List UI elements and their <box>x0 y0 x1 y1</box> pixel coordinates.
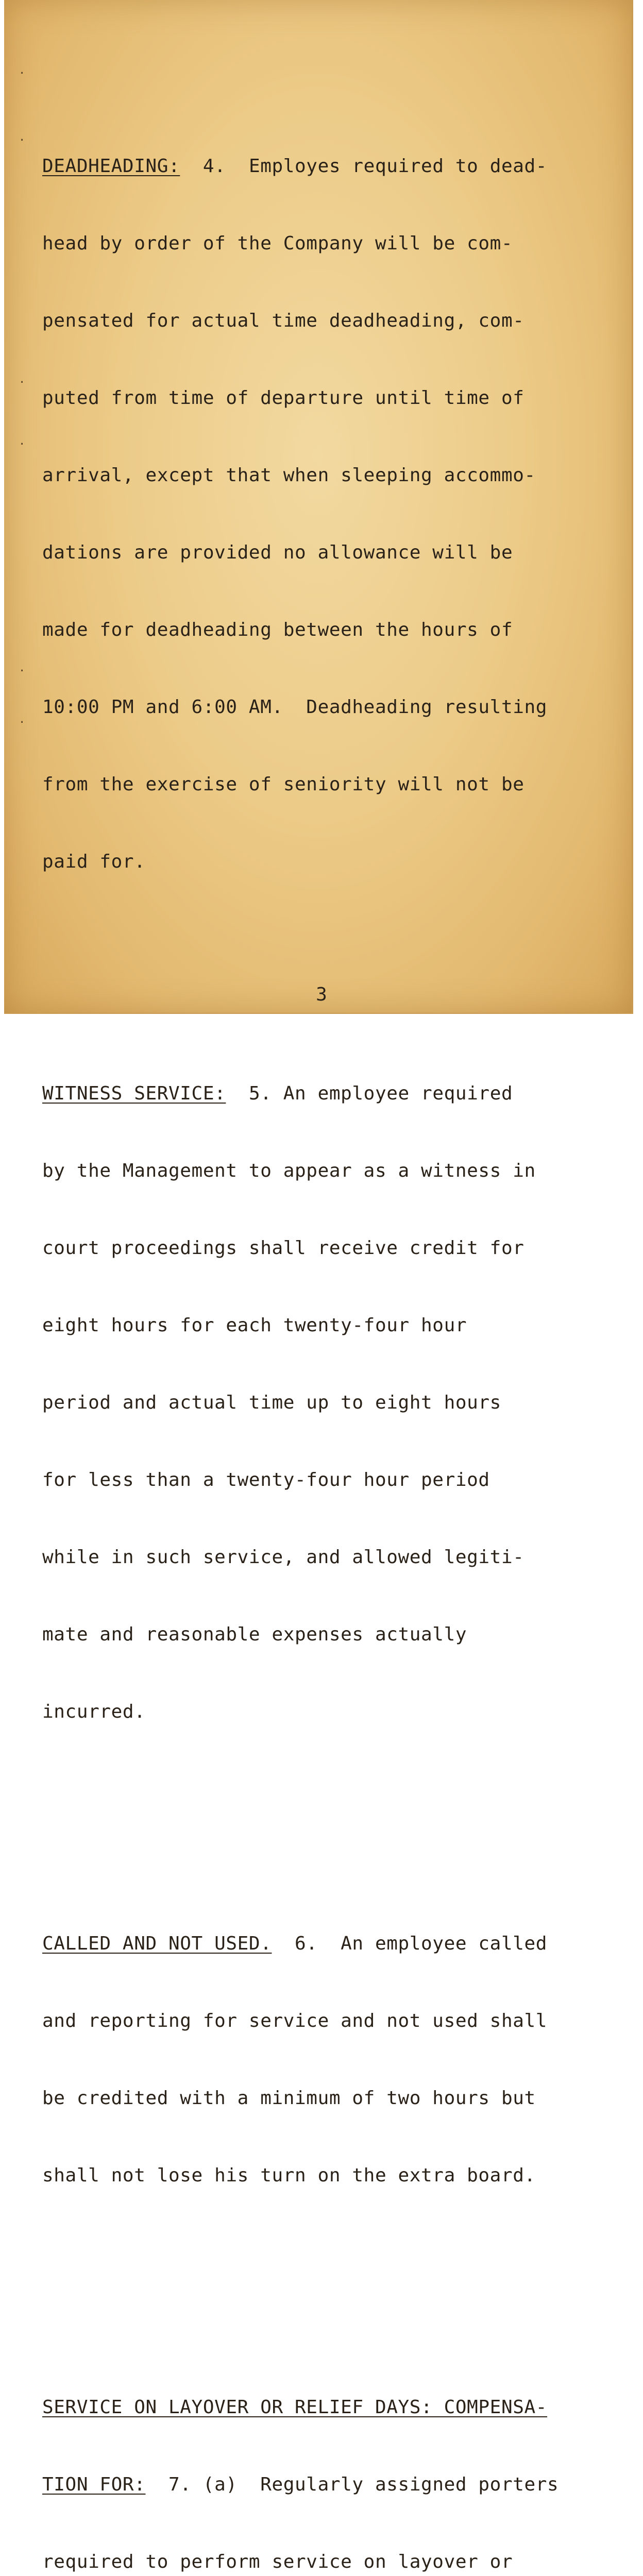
deadheading-line-8: 10:00 PM and 6:00 AM. Deadheading resulting <box>42 697 548 718</box>
page-number: 3 <box>316 984 327 1005</box>
deadheading-line-3: pensated for actual time deadheading, com- <box>42 310 524 331</box>
deadheading-line-7: made for deadheading between the hours of <box>42 619 513 640</box>
section-deadheading <box>42 102 619 926</box>
layover-line-2: required to perform service on layover or <box>42 2551 513 2572</box>
witness-service-heading: WITNESS SERVICE: <box>42 1083 226 1104</box>
section-called-not-used <box>42 1879 619 2240</box>
called-line-3: be credited with a minimum of two hours but <box>42 2088 536 2109</box>
witness-line-7: while in such service, and allowed legiti- <box>42 1547 524 1568</box>
witness-line-3: court proceedings shall receive credit for <box>42 1238 524 1259</box>
layover-line-1: 7. (a) Regularly assigned porters <box>145 2474 559 2495</box>
punch-hole-mark-1: · <box>19 67 26 80</box>
deadheading-line-1: 4. Employes required to dead- <box>180 156 548 177</box>
punch-hole-mark-2: · <box>19 134 26 147</box>
layover-first-line <box>42 2472 619 2498</box>
witness-line-5: period and actual time up to eight hours <box>42 1392 501 1413</box>
called-first-line <box>42 1931 619 1957</box>
called-line-2: and reporting for service and not used shall <box>42 2010 548 2031</box>
witness-line-8: mate and reasonable expenses actually <box>42 1624 467 1645</box>
punch-hole-mark-4: · <box>19 438 26 451</box>
section-layover-relief <box>42 2343 619 2576</box>
layover-heading-line-1: SERVICE ON LAYOVER OR RELIEF DAYS: COMPENSA- <box>42 2397 548 2418</box>
deadheading-first-line <box>42 154 619 179</box>
deadheading-line-9: from the exercise of seniority will not be <box>42 774 524 795</box>
called-not-used-heading: CALLED AND NOT USED. <box>42 1933 272 1954</box>
witness-first-line <box>42 1081 619 1107</box>
witness-line-1: 5. An employee required <box>226 1083 513 1104</box>
deadheading-line-6: dations are provided no allowance will be <box>42 542 513 563</box>
deadheading-line-2: head by order of the Company will be com- <box>42 233 513 254</box>
section-witness-service <box>42 1029 619 1776</box>
called-line-1: 6. An employee called <box>272 1933 548 1954</box>
punch-hole-mark-3: · <box>19 376 26 389</box>
deadheading-line-4: puted from time of departure until time of <box>42 387 524 409</box>
called-line-4: shall not lose his turn on the extra board. <box>42 2165 536 2186</box>
witness-line-9: incurred. <box>42 1701 146 1722</box>
layover-heading-line-2: TION FOR: <box>42 2474 146 2495</box>
deadheading-heading: DEADHEADING: <box>42 156 180 177</box>
document-body <box>42 25 619 2576</box>
punch-hole-mark-6: · <box>19 716 26 729</box>
witness-line-2: by the Management to appear as a witness in <box>42 1160 536 1181</box>
witness-line-4: eight hours for each twenty-four hour <box>42 1315 467 1336</box>
witness-line-6: for less than a twenty-four hour period <box>42 1469 490 1490</box>
deadheading-line-5: arrival, except that when sleeping accommo- <box>42 465 536 486</box>
punch-hole-mark-5: · <box>19 665 26 677</box>
deadheading-line-10: paid for. <box>42 851 146 872</box>
